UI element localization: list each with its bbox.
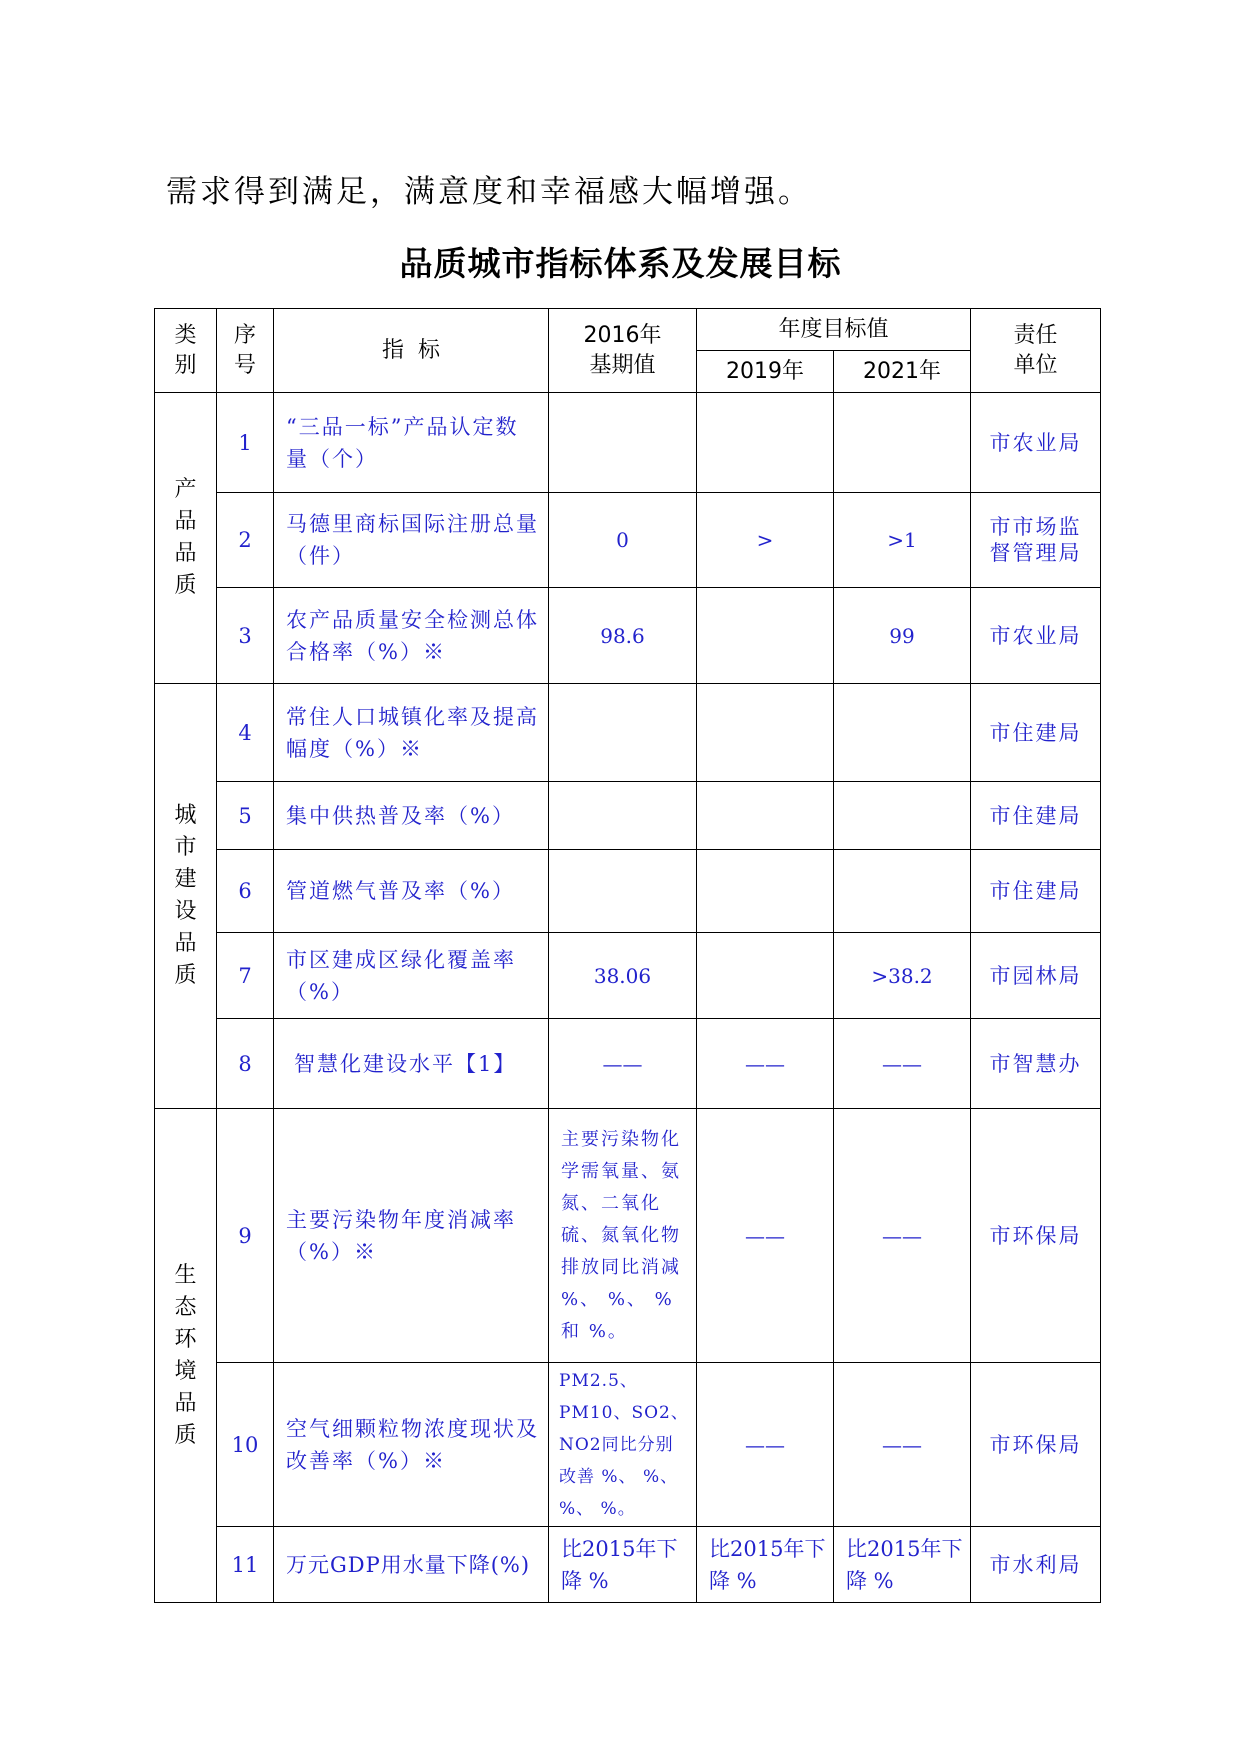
row-indicator: 管道燃气普及率（%）: [274, 850, 549, 933]
row-number: 7: [217, 933, 274, 1019]
indicator-table: [154, 308, 1101, 1603]
row-base: 0: [549, 493, 697, 588]
row-indicator: 万元GDP用水量下降(%): [274, 1527, 549, 1603]
row-2019: [697, 782, 834, 850]
table-row: [155, 684, 1101, 782]
row-indicator: 智慧化建设水平【1】: [274, 1019, 549, 1109]
header-2021: 2021年: [834, 351, 971, 393]
table-row: [155, 1363, 1101, 1527]
row-number: 2: [217, 493, 274, 588]
table-row: [155, 782, 1101, 850]
row-indicator: “三品一标”产品认定数量（个）: [274, 393, 549, 493]
row-2019: [697, 933, 834, 1019]
row-number: 1: [217, 393, 274, 493]
row-resp: 市农业局: [971, 588, 1101, 684]
row-2019: 比2015年下降 %: [697, 1527, 834, 1603]
row-resp: 市住建局: [971, 850, 1101, 933]
row-number: 10: [217, 1363, 274, 1527]
row-indicator: 常住人口城镇化率及提高幅度（%）※: [274, 684, 549, 782]
row-resp: 市智慧办: [971, 1019, 1101, 1109]
row-resp: 市农业局: [971, 393, 1101, 493]
table-row: [155, 493, 1101, 588]
header-resp: 责任单位: [971, 309, 1101, 393]
table-row: [155, 393, 1101, 493]
row-2019: [697, 393, 834, 493]
header-row: [155, 309, 1101, 351]
row-resp: 市水利局: [971, 1527, 1101, 1603]
row-2021: ——: [834, 1019, 971, 1109]
row-indicator: 市区建成区绿化覆盖率（%）: [274, 933, 549, 1019]
row-base: 主要污染物化学需氧量、氨氮、二氧化硫、氮氧化物排放同比消减 %、 %、 %和 %。: [549, 1109, 697, 1363]
category-product: 产品品质: [155, 393, 217, 684]
row-number: 8: [217, 1019, 274, 1109]
row-resp: 市环保局: [971, 1363, 1101, 1527]
row-base: [549, 393, 697, 493]
row-indicator: 空气细颗粒物浓度现状及改善率（%）※: [274, 1363, 549, 1527]
table-row: [155, 1109, 1101, 1363]
row-base: [549, 782, 697, 850]
row-base: 98.6: [549, 588, 697, 684]
row-number: 3: [217, 588, 274, 684]
row-2019: [697, 684, 834, 782]
row-resp: 市园林局: [971, 933, 1101, 1019]
row-2021: [834, 782, 971, 850]
row-2021: >1: [834, 493, 971, 588]
row-2021: ——: [834, 1363, 971, 1527]
row-base: [549, 684, 697, 782]
row-2021: 比2015年下降 %: [834, 1527, 971, 1603]
table-row: [155, 850, 1101, 933]
row-2021: >38.2: [834, 933, 971, 1019]
row-2019: ——: [697, 1363, 834, 1527]
table-row: [155, 1527, 1101, 1603]
row-resp: 市住建局: [971, 684, 1101, 782]
row-number: 9: [217, 1109, 274, 1363]
header-category: 类别: [155, 309, 217, 393]
row-2019: >: [697, 493, 834, 588]
row-2019: ——: [697, 1109, 834, 1363]
row-resp: 市住建局: [971, 782, 1101, 850]
row-2019: ——: [697, 1019, 834, 1109]
row-base: [549, 850, 697, 933]
row-base: ——: [549, 1019, 697, 1109]
row-2019: [697, 850, 834, 933]
header-seq: 序号: [217, 309, 274, 393]
header-indicator: 指 标: [274, 309, 549, 393]
row-base: PM2.5、PM10、SO2、NO2同比分别改善 %、 %、 %、 %。: [549, 1363, 697, 1527]
row-number: 11: [217, 1527, 274, 1603]
row-resp: 市环保局: [971, 1109, 1101, 1363]
row-indicator: 农产品质量安全检测总体合格率（%）※: [274, 588, 549, 684]
row-2021: ——: [834, 1109, 971, 1363]
table-row: [155, 588, 1101, 684]
row-2021: [834, 850, 971, 933]
row-indicator: 马德里商标国际注册总量（件）: [274, 493, 549, 588]
header-2019: 2019年: [697, 351, 834, 393]
row-base: 38.06: [549, 933, 697, 1019]
row-number: 6: [217, 850, 274, 933]
header-base: 2016年基期值: [549, 309, 697, 393]
header-target: 年度目标值: [697, 309, 971, 351]
row-resp: 市市场监督管理局: [971, 493, 1101, 588]
row-2019: [697, 588, 834, 684]
row-indicator: 主要污染物年度消减率（%）※: [274, 1109, 549, 1363]
row-indicator: 集中供热普及率（%）: [274, 782, 549, 850]
category-urban: 城市建设品质: [155, 684, 217, 1109]
row-2021: [834, 393, 971, 493]
intro-paragraph: 需求得到满足，满意度和幸福感大幅增强。: [166, 174, 812, 210]
table-row: [155, 933, 1101, 1019]
row-base: 比2015年下降 %: [549, 1527, 697, 1603]
category-eco: 生态环境品质: [155, 1109, 217, 1603]
table-row: [155, 1019, 1101, 1109]
table-title: 品质城市指标体系及发展目标: [399, 244, 842, 283]
row-number: 4: [217, 684, 274, 782]
row-2021: [834, 684, 971, 782]
row-number: 5: [217, 782, 274, 850]
row-2021: 99: [834, 588, 971, 684]
